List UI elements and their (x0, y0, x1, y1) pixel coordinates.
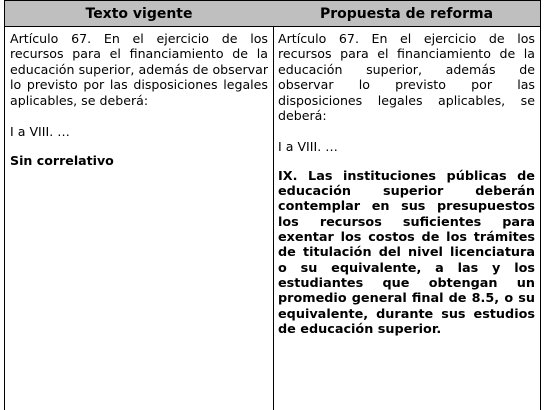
proposal-header: Propuesta de reforma (273, 0, 540, 27)
proposal-cell (273, 27, 540, 337)
current-text-header: Texto vigente (5, 0, 273, 27)
current-text-column (4, 0, 274, 410)
current-article-text: Artículo 67. En el ejercicio de los recursos para el financiamiento de la educación superior, además de observar lo previsto por las disposiciones legales aplicables, se deberá: (10, 31, 268, 108)
proposal-article-text: Artículo 67. En el ejercicio de los recursos para el financiamiento de la educación superior, además de observar lo previsto por las disposiciones legales aplicables, se deberá: (278, 31, 535, 124)
current-text-cell (5, 27, 273, 169)
current-items-range: I a VIII. … (10, 124, 70, 140)
proposal-items-range: I a VIII. … (278, 139, 338, 155)
proposal-new-fraction: IX. Las instituciones públicas de educación superior deberán contemplar en sus presupuestos los recursos suficientes para exentar los costos de los trámites de titulación del nivel licenciatura o su equivalente, a las y los estudiantes que obtengan un promedio general final de 8.5, o su equivalente, durante sus estudios de educación superior. (278, 168, 535, 337)
proposal-column (273, 0, 541, 410)
no-correlative-label: Sin correlativo (10, 153, 114, 169)
